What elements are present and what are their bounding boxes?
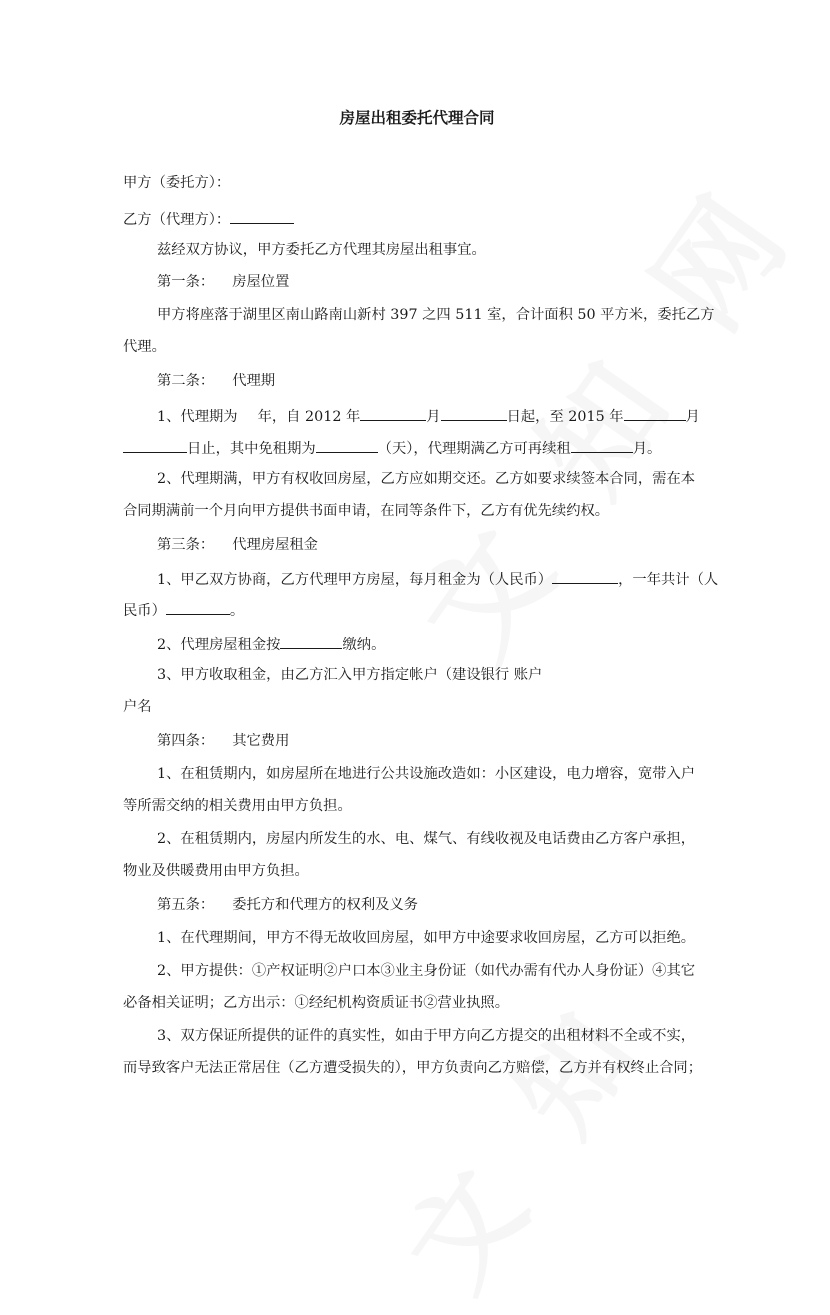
article-5-clause-2: 2、甲方提供：①产权证明②户口本③业主身份证（如代办需有代办人身份证）④其它 xyxy=(157,963,696,979)
article-2-clause-1 xyxy=(157,404,700,427)
clause-text: 日止，其中免租期为 xyxy=(187,441,316,457)
article-number: 第四条： xyxy=(157,733,215,749)
article-4-clause-1: 1、在租赁期内，如房屋所在地进行公共设施改造如：小区建设，电力增容，宽带入户 xyxy=(157,766,696,782)
clause-text: 1、代理期为 xyxy=(157,409,238,425)
article-2-heading xyxy=(157,371,275,391)
clause-text: 年，自 2012 年 xyxy=(257,409,361,425)
article-2-clause-2-cont: 合同期满前一个月向甲方提供书面申请，在同等条件下，乙方有优先续约权。 xyxy=(123,503,610,519)
article-number: 第三条： xyxy=(157,537,215,553)
article-4-clause-1-cont: 等所需交纳的相关费用由甲方负担。 xyxy=(123,798,352,814)
payment-method-blank[interactable] xyxy=(280,632,342,649)
clause-text: 月 xyxy=(426,409,441,425)
article-5-clause-3-cont: 而导致客户无法正常居住（乙方遭受损失的），甲方负责向乙方赔偿，乙方并有权终止合同； xyxy=(123,1060,703,1076)
article-number: 第五条： xyxy=(157,897,215,913)
article-4-clause-2-cont: 物业及供暖费用由甲方负担。 xyxy=(123,863,309,879)
start-month-blank[interactable] xyxy=(360,404,426,421)
end-day-blank[interactable] xyxy=(123,436,187,453)
article-2-clause-2: 2、代理期满，甲方有权收回房屋，乙方应如期交还。乙方如要求续签本合同，需在本 xyxy=(157,471,696,487)
article-2-clause-1-cont xyxy=(123,436,661,459)
article-4-clause-2: 2、在租赁期内，房屋内所发生的水、电、煤气、有线收视及电话费由乙方客户承担， xyxy=(157,831,696,847)
clause-text: 月。 xyxy=(632,441,662,457)
article-5-clause-2-cont: 必备相关证明；乙方出示：①经纪机构资质证书②营业执照。 xyxy=(123,995,510,1011)
clause-text: 2、代理房屋租金按 xyxy=(157,637,281,653)
clause-text: ，一年共计（人 xyxy=(618,572,719,588)
annual-rent-blank[interactable] xyxy=(166,598,230,615)
end-month-blank[interactable] xyxy=(624,404,686,421)
article-name: 其它费用 xyxy=(232,733,290,749)
clause-text: 缴纳。 xyxy=(342,637,386,653)
clause-text: 1、甲乙双方协商，乙方代理甲方房屋，每月租金为（人民币） xyxy=(157,572,553,588)
article-3-clause-1 xyxy=(157,567,718,590)
article-1-heading xyxy=(157,272,289,292)
party-a-line xyxy=(123,173,230,193)
article-5-clause-1: 1、在代理期间，甲方不得无故收回房屋，如甲方中途要求收回房屋，乙方可以拒绝。 xyxy=(157,930,696,946)
article-1-paragraph: 甲方将座落于湖里区南山路南山新村 397 之四 511 室，合计面积 50 平方米，委托乙方 xyxy=(157,307,715,323)
party-a-label: 甲方（委托方）： xyxy=(123,175,231,191)
article-3-clause-1-cont xyxy=(123,598,244,621)
party-b-label: 乙方（代理方）： xyxy=(123,212,231,228)
clause-text: 日起，至 2015 年 xyxy=(506,409,624,425)
article-number: 第二条： xyxy=(157,373,215,389)
renewal-months-blank[interactable] xyxy=(571,436,633,453)
article-3-clause-3: 3、甲方收取租金，由乙方汇入甲方指定帐户（建设银行 账户 xyxy=(157,667,543,683)
article-name: 代理期 xyxy=(232,373,276,389)
start-day-blank[interactable] xyxy=(441,404,507,421)
clause-text: （天），代理期满乙方可再续租 xyxy=(377,441,571,457)
article-3-clause-3-cont: 户名 xyxy=(123,699,152,715)
article-name: 委托方和代理方的权利及义务 xyxy=(232,897,419,913)
party-b-line xyxy=(123,207,294,230)
clause-text: 。 xyxy=(229,603,245,619)
clause-text: 民币） xyxy=(123,603,166,619)
article-name: 代理房屋租金 xyxy=(232,537,318,553)
article-3-clause-2 xyxy=(157,632,385,655)
article-number: 第一条： xyxy=(157,274,215,290)
clause-text: 月 xyxy=(685,409,700,425)
article-3-heading xyxy=(157,535,318,555)
article-4-heading xyxy=(157,731,289,751)
intro-paragraph: 兹经双方协议，甲方委托乙方代理其房屋出租事宜。 xyxy=(157,242,486,258)
article-1-paragraph-cont: 代理。 xyxy=(123,339,166,355)
article-5-heading xyxy=(157,895,418,915)
article-name: 房屋位置 xyxy=(232,274,290,290)
rent-free-days-blank[interactable] xyxy=(316,436,378,453)
party-b-blank[interactable] xyxy=(230,207,294,224)
article-5-clause-3: 3、双方保证所提供的证件的真实性，如由于甲方向乙方提交的出租材料不全或不实， xyxy=(157,1028,696,1044)
watermark xyxy=(363,963,675,1314)
monthly-rent-blank[interactable] xyxy=(552,567,618,584)
document-title: 房屋出租委托代理合同 xyxy=(339,108,495,127)
